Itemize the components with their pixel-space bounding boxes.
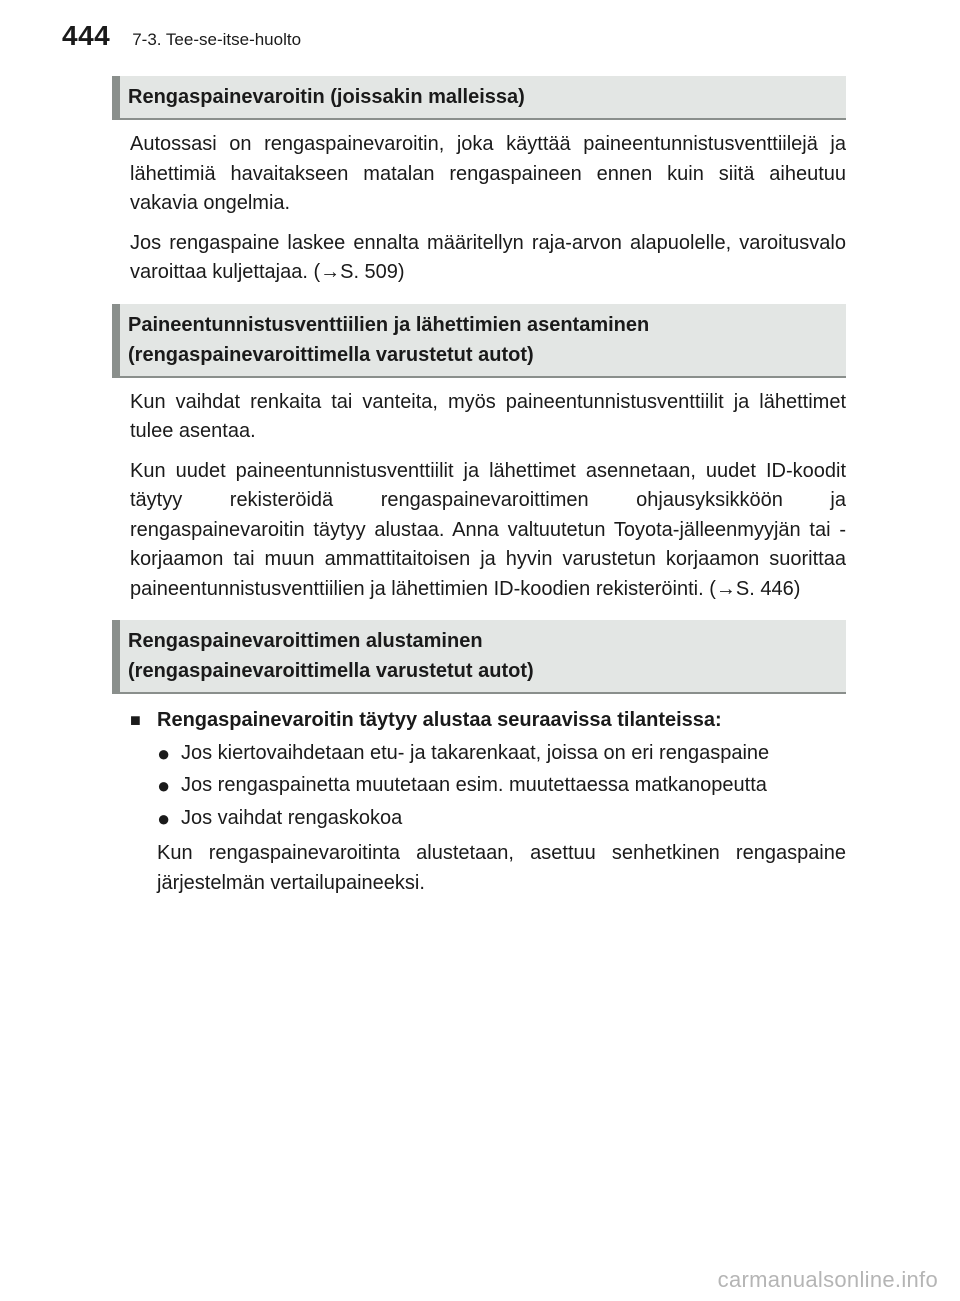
section-heading-initialization [112,620,846,694]
section-heading-tire-pressure-warning [112,76,846,120]
list-item-text: Jos kiertovaihdetaan etu- ja takarenkaat, joissa on eri rengaspaine [181,741,770,764]
page-number: 444 [62,20,111,51]
subheading-text: Rengaspainevaroitin täytyy alustaa seuraavissa tilanteissa: [157,709,722,731]
section-heading-valve-installation [112,304,846,378]
page-header [62,20,301,60]
circle-bullet-icon: ● [157,773,171,798]
watermark: carmanualsonline.info [717,1267,938,1292]
section-reference: 7-3. Tee-se-itse-huolto [132,30,302,49]
list-item [157,739,846,769]
subheading [130,706,846,736]
list-item-text: Jos rengaspainetta muutetaan esim. muutettaessa matkanopeutta [181,774,767,796]
section-heading-line: Rengaspainevaroittimen alustaminen [128,630,483,652]
section-heading-line: Paineentunnistusventtiilien ja lähettimien asentaminen [128,313,650,336]
page-content [112,76,846,918]
section-heading-line: (rengaspainevaroittimella varustetut autot) [128,660,534,682]
list-item [157,771,846,801]
paragraph: Jos rengaspaine laskee ennalta määritellyn raja-arvon alapuolelle, varoitusvalo varoittaa kuljettajaa. (→S. 509) [130,231,846,283]
paragraph: Kun uudet paineentunnistusventtiilit ja lähettimet asennetaan, uudet ID-koodit täytyy rekisteröidä rengaspainevaroittimen ohjausyksikköön ja rengaspainevaroitin täytyy alustaa. Anna valtuutetun Toyota-jälleenmyyjän tai -korjaamon tai muun ammattitaitoisen ja hyvin varustetun korjaamon suorittaa paineentunnistusventtiilien ja lähettimien ID-koodien rekisteröinti. (→S. 446) [130,459,846,600]
list-item-text: Jos vaihdat rengaskokoa [181,806,403,829]
circle-bullet-icon: ● [157,740,171,766]
closing-paragraph: Kun rengaspainevaroitinta alustetaan, asettuu senhetkinen rengaspaine järjestelmän vertailupaineeksi. [157,842,846,894]
paragraph: Kun vaihdat renkaita tai vanteita, myös paineentunnistusventtiilit ja lähettimet tulee asentaa. [130,390,846,442]
square-bullet-icon: ■ [130,710,141,730]
section-heading-text: Rengaspainevaroitin (joissakin malleissa) [128,86,525,108]
circle-bullet-icon: ● [157,805,171,831]
list-item [157,804,846,834]
paragraph: Autossasi on rengaspainevaroitin, joka käyttää paineentunnistusventtiilejä ja lähettimiä havaitakseen matalan rengaspaineen ennen kuin siitä aiheutuu vakavia ongelmia. [130,133,846,214]
section-heading-line: (rengaspainevaroittimella varustetut autot) [128,343,534,366]
